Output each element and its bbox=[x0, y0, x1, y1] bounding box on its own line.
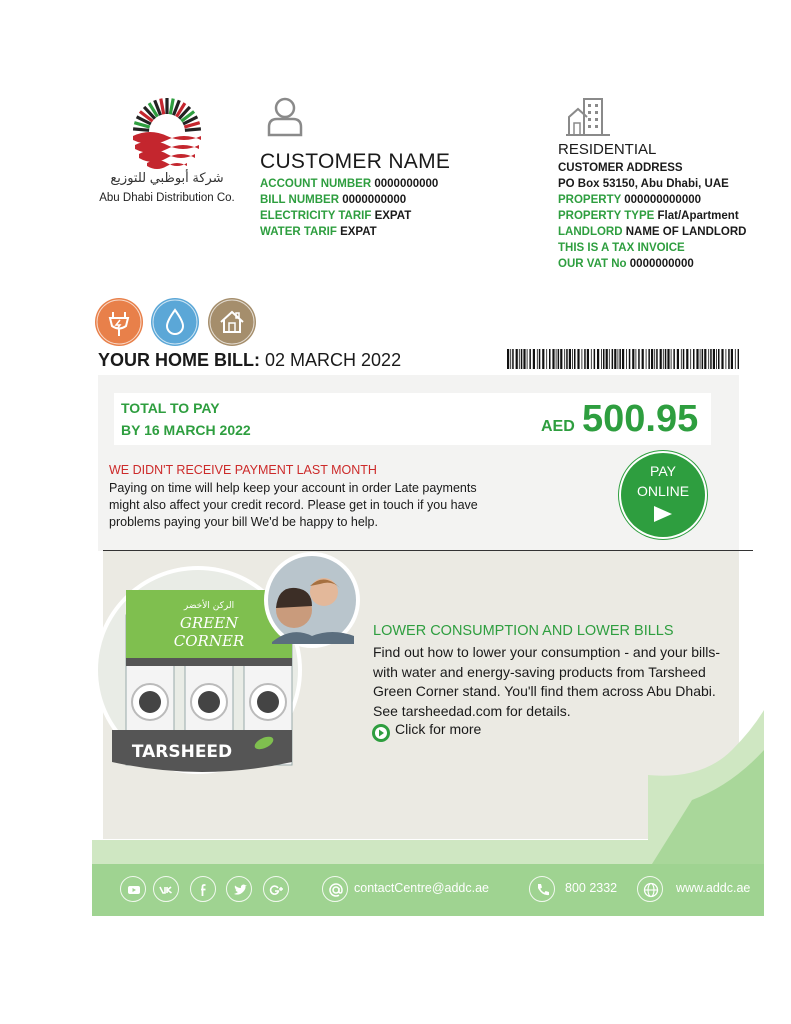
globe-icon bbox=[637, 876, 663, 902]
contact-email[interactable]: contactCentre@addc.ae bbox=[354, 881, 489, 895]
play-circle-icon[interactable] bbox=[371, 723, 391, 743]
pay-online-label-1: PAY bbox=[650, 463, 676, 479]
promo-title: LOWER CONSUMPTION AND LOWER BILLS bbox=[373, 623, 674, 639]
twitter-icon[interactable] bbox=[226, 876, 252, 902]
sign-green: GREEN bbox=[179, 614, 239, 632]
vk-icon[interactable] bbox=[153, 876, 179, 902]
barcode bbox=[507, 349, 739, 369]
bill-number-line: BILL NUMBER 0000000000 bbox=[260, 194, 407, 206]
pay-online-button[interactable] bbox=[621, 453, 705, 537]
google-plus-icon[interactable] bbox=[263, 876, 289, 902]
tax-invoice-label: THIS IS A TAX INVOICE bbox=[558, 242, 685, 254]
person-icon bbox=[266, 95, 304, 137]
customer-name: CUSTOMER NAME bbox=[260, 150, 451, 173]
website-link[interactable]: www.addc.ae bbox=[676, 881, 751, 895]
customer-address: CUSTOMER ADDRESS bbox=[558, 162, 683, 174]
footer-bar bbox=[92, 864, 764, 916]
total-amount: 500.95 bbox=[582, 398, 699, 440]
property-category: RESIDENTIAL bbox=[558, 141, 657, 158]
sign-corner: CORNER bbox=[173, 632, 245, 650]
tarsheed-brand: TARSHEED bbox=[131, 742, 233, 762]
click-for-more-link[interactable]: Click for more bbox=[395, 721, 482, 737]
landlord-line: LANDLORD NAME OF LANDLORD bbox=[558, 226, 747, 238]
facebook-icon[interactable] bbox=[190, 876, 216, 902]
youtube-icon[interactable] bbox=[120, 876, 146, 902]
contact-phone[interactable]: 800 2332 bbox=[565, 881, 618, 895]
po-box: PO Box 53150, Abu Dhabi, UAE bbox=[558, 178, 729, 190]
company-name-english: Abu Dhabi Distribution Co. bbox=[99, 192, 235, 204]
account-number-line: ACCOUNT NUMBER 0000000000 bbox=[260, 178, 439, 190]
total-label: TOTAL TO PAY bbox=[121, 400, 220, 416]
promo-text: Find out how to lower your consumption - and your bills-with water and energy-saving products from Tarsheed Green Corner stand. You'll find them across Abu Dhabi. See tarsheedad.com for details. bbox=[373, 644, 721, 719]
email-icon bbox=[322, 876, 348, 902]
vat-line: OUR VAT No 0000000000 bbox=[558, 258, 694, 270]
bill-title: YOUR HOME BILL: 02 MARCH 2022 bbox=[98, 350, 402, 370]
currency-label: AED bbox=[541, 418, 575, 435]
due-date-label: BY 16 MARCH 2022 bbox=[121, 422, 251, 438]
electricity-service-icon bbox=[95, 298, 143, 346]
building-icon bbox=[566, 97, 610, 137]
property-line: PROPERTY 000000000000 bbox=[558, 194, 702, 206]
electricity-tariff-line: ELECTRICITY TARIF EXPAT bbox=[260, 210, 412, 222]
play-arrow-icon bbox=[654, 506, 672, 522]
water-service-icon bbox=[151, 298, 199, 346]
pay-online-label-2: ONLINE bbox=[636, 483, 690, 499]
payment-warning-text: Paying on time will help keep your account in order Late payments might also affect your credit record. Please get in touch if you have problems paying your bill We'd be happy to help. bbox=[109, 481, 478, 529]
phone-icon bbox=[529, 876, 555, 902]
company-logo bbox=[92, 92, 242, 207]
water-tariff-line: WATER TARIF EXPAT bbox=[260, 226, 377, 238]
sign-arabic: الركن الأخضر bbox=[183, 601, 235, 611]
property-type-line: PROPERTY TYPE Flat/Apartment bbox=[558, 210, 739, 222]
payment-warning-title: WE DIDN'T RECEIVE PAYMENT LAST MONTH bbox=[109, 463, 377, 477]
home-service-icon bbox=[208, 298, 256, 346]
company-name-arabic: شركة أبوظبي للتوزيع bbox=[110, 170, 224, 185]
